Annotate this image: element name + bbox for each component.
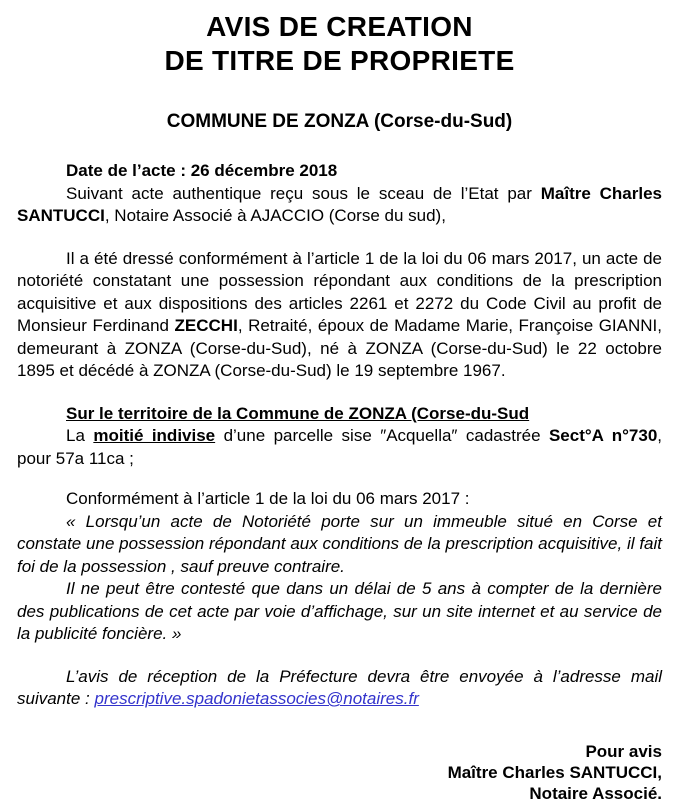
parcel-share: moitié indivise [93, 426, 216, 445]
parcel-description [17, 425, 662, 470]
commune-subtitle: COMMUNE DE ZONZA (Corse-du-Sud) [166, 111, 513, 132]
email-link[interactable]: prescriptive.spadonietassocies@notaires.fr [94, 689, 419, 708]
notary-name: Maître Charles SANTUCCI [17, 183, 662, 225]
notary-sentence [17, 183, 662, 228]
notary-sentence-part1: Suivant acte authentique reçu sous le sceau de l’Etat par [66, 183, 541, 203]
signature-line-1: Pour avis [585, 741, 662, 761]
law-quote-paragraph-1 [17, 511, 662, 579]
parcel-description-inner [17, 425, 662, 470]
main-paragraph-inner [17, 248, 662, 383]
mail-notice-text: L’avis de réception de la Préfecture devra être envoyée à l’adresse mail suivante : [17, 666, 662, 708]
main-paragraph-part1: Il a été dressé conformément à l’article 1 de la loi du 06 mars 2017, un acte de notoriété constatant une possession répondant aux conditions de la prescription acquisitive et aux dispositions des articles 2261 et 2272 du Code Civil au profit de Monsieur Ferdinand [17, 248, 662, 335]
law-intro [17, 470, 662, 511]
law-intro-text: Conformément à l’article 1 de la loi du 06 mars 2017 : [66, 489, 470, 508]
mail-notice [17, 646, 662, 711]
signature-block [17, 711, 662, 804]
title-line-2: DE TITRE DE PROPRIETE [164, 45, 515, 76]
parcel-part2: d’une parcelle sise ″Acquella″ cadastrée [215, 426, 549, 445]
parcel-reference: Sect°A n°730 [548, 426, 658, 445]
law-quote-paragraph-2 [17, 578, 662, 646]
main-paragraph [17, 228, 662, 383]
law-quote-paragraph-2-text: Il ne peut être contesté que dans un délai de 5 ans à compter de la dernière des publications de cet acte par voie d’affichage, sur un site internet et au service de la publicité foncière. » [17, 579, 662, 643]
law-quote-paragraph-1-text: « Lorsqu’un acte de Notoriété porte sur un immeuble situé en Corse et constate une possession répondant aux conditions de la prescription acquisitive, il fait foi de la possession , sauf preuve contraire. [17, 511, 662, 576]
beneficiary-name: ZECCHI [174, 316, 238, 335]
territory-section [17, 383, 662, 471]
notary-sentence-part2: , Notaire Associé à AJACCIO (Corse du sud), [104, 206, 446, 225]
parcel-part1: La [66, 426, 94, 445]
date-of-act-label: Date de l’acte : 26 décembre 2018 [66, 161, 338, 180]
mail-notice-inner [17, 666, 662, 711]
page-title [17, 0, 662, 78]
parcel-part3: , pour 57a 11ca ; [17, 426, 663, 468]
law-quote-block [17, 511, 662, 646]
signature-line-2: Maître Charles SANTUCCI, [447, 762, 662, 782]
date-of-act-block [17, 134, 662, 228]
title-line-1: AVIS DE CREATION [206, 11, 473, 42]
territory-heading: Sur le territoire de la Commune de ZONZA (Corse-du-Sud [66, 403, 530, 423]
main-paragraph-part2: , Retraité, époux de Madame Marie, Françoise GIANNI, demeurant à ZONZA (Corse-du-Sud), né à ZONZA (Corse-du-Sud) le 22 octobre 1895 et décédé à ZONZA (Corse-du-Sud) le 19 septembre 1967. [17, 316, 662, 380]
signature-line-3: Notaire Associé. [529, 783, 662, 803]
